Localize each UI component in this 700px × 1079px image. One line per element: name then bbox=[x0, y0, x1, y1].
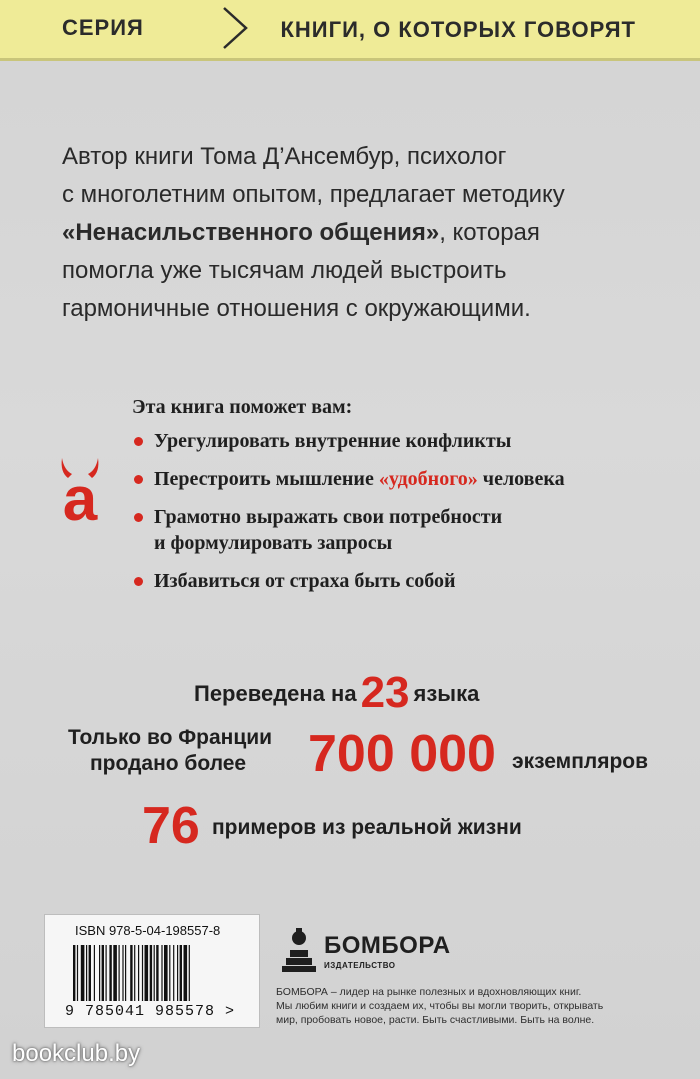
book-description bbox=[62, 138, 652, 328]
list-item bbox=[132, 428, 692, 454]
bullet-icon bbox=[134, 475, 143, 484]
bullet-icon bbox=[134, 513, 143, 522]
stat-number: 23 bbox=[360, 668, 410, 717]
stat-text: примеров из реальной жизни bbox=[212, 816, 522, 839]
publisher-logo-icon bbox=[278, 926, 320, 974]
watermark: bookclub.by bbox=[12, 1040, 141, 1067]
benefits-heading: Эта книга поможет вам: bbox=[132, 396, 353, 418]
list-item-text: Грамотно выражать свои потребности bbox=[154, 506, 503, 528]
intro-line: гармоничные отношения с окружающими. bbox=[62, 295, 531, 322]
svg-text:a: a bbox=[62, 465, 98, 526]
list-item-text: Избавиться от страха быть собой bbox=[154, 570, 456, 592]
barcode-icon bbox=[73, 945, 233, 1001]
desc-line: Мы любим книги и создаем их, чтобы вы могли творить, открывать bbox=[276, 1000, 604, 1012]
publisher-subtitle: ИЗДАТЕЛЬСТВО bbox=[324, 961, 396, 970]
intro-line: помогла уже тысячам людей выстроить bbox=[62, 257, 507, 284]
series-bar bbox=[0, 0, 700, 61]
intro-line: с многолетним опытом, предлагает методику bbox=[62, 181, 565, 208]
stat-text: продано более bbox=[90, 752, 247, 775]
devil-letter-a-icon bbox=[52, 454, 108, 526]
barcode-digits: 9 785041 985578 > bbox=[65, 1003, 236, 1020]
list-item-text: и формулировать запросы bbox=[154, 532, 393, 554]
publisher-description bbox=[276, 985, 686, 1027]
list-item bbox=[132, 568, 692, 594]
highlight-word: «удобного» bbox=[378, 468, 478, 490]
list-item-text bbox=[154, 466, 692, 492]
bullet-icon bbox=[134, 577, 143, 586]
stat-text: Только во Франции bbox=[68, 726, 273, 749]
intro-line: Автор книги Тома Д’Ансембур, психолог bbox=[62, 143, 507, 170]
method-name: «Ненасильственного общения» bbox=[62, 219, 440, 246]
series-title: КНИГИ, О КОТОРЫХ ГОВОРЯТ bbox=[280, 17, 636, 42]
translated-stat bbox=[194, 668, 479, 718]
barcode-label bbox=[44, 914, 260, 1028]
isbn-text: ISBN 978-5-04-198557-8 bbox=[75, 923, 221, 938]
series-label: СЕРИЯ bbox=[62, 15, 144, 40]
stat-number: 700 000 bbox=[308, 725, 496, 783]
list-item bbox=[132, 504, 692, 556]
desc-line: БОМБОРА – лидер на рынке полезных и вдохновляющих книг. bbox=[276, 986, 582, 998]
publisher-name: БОМБОРА bbox=[324, 932, 451, 959]
stat-text: экземпляров bbox=[512, 750, 649, 773]
intro-line-rest: , которая bbox=[439, 219, 540, 246]
bullet-icon bbox=[134, 437, 143, 446]
intro-line bbox=[62, 214, 652, 252]
desc-line: мир, пробовать новое, расти. Быть счастливыми. Быть на волне. bbox=[276, 1014, 595, 1026]
list-item-text: Урегулировать внутренние конфликты bbox=[154, 430, 512, 452]
stat-text: языка bbox=[413, 681, 480, 706]
list-item-text-pre: Перестроить мышление bbox=[154, 468, 379, 490]
stat-number: 76 bbox=[142, 797, 200, 855]
chevron-right-icon bbox=[216, 6, 256, 50]
list-item-text-post: человека bbox=[477, 468, 565, 490]
stat-text: Переведена на bbox=[194, 681, 357, 706]
list-item bbox=[132, 466, 692, 492]
benefits-list bbox=[132, 428, 692, 606]
